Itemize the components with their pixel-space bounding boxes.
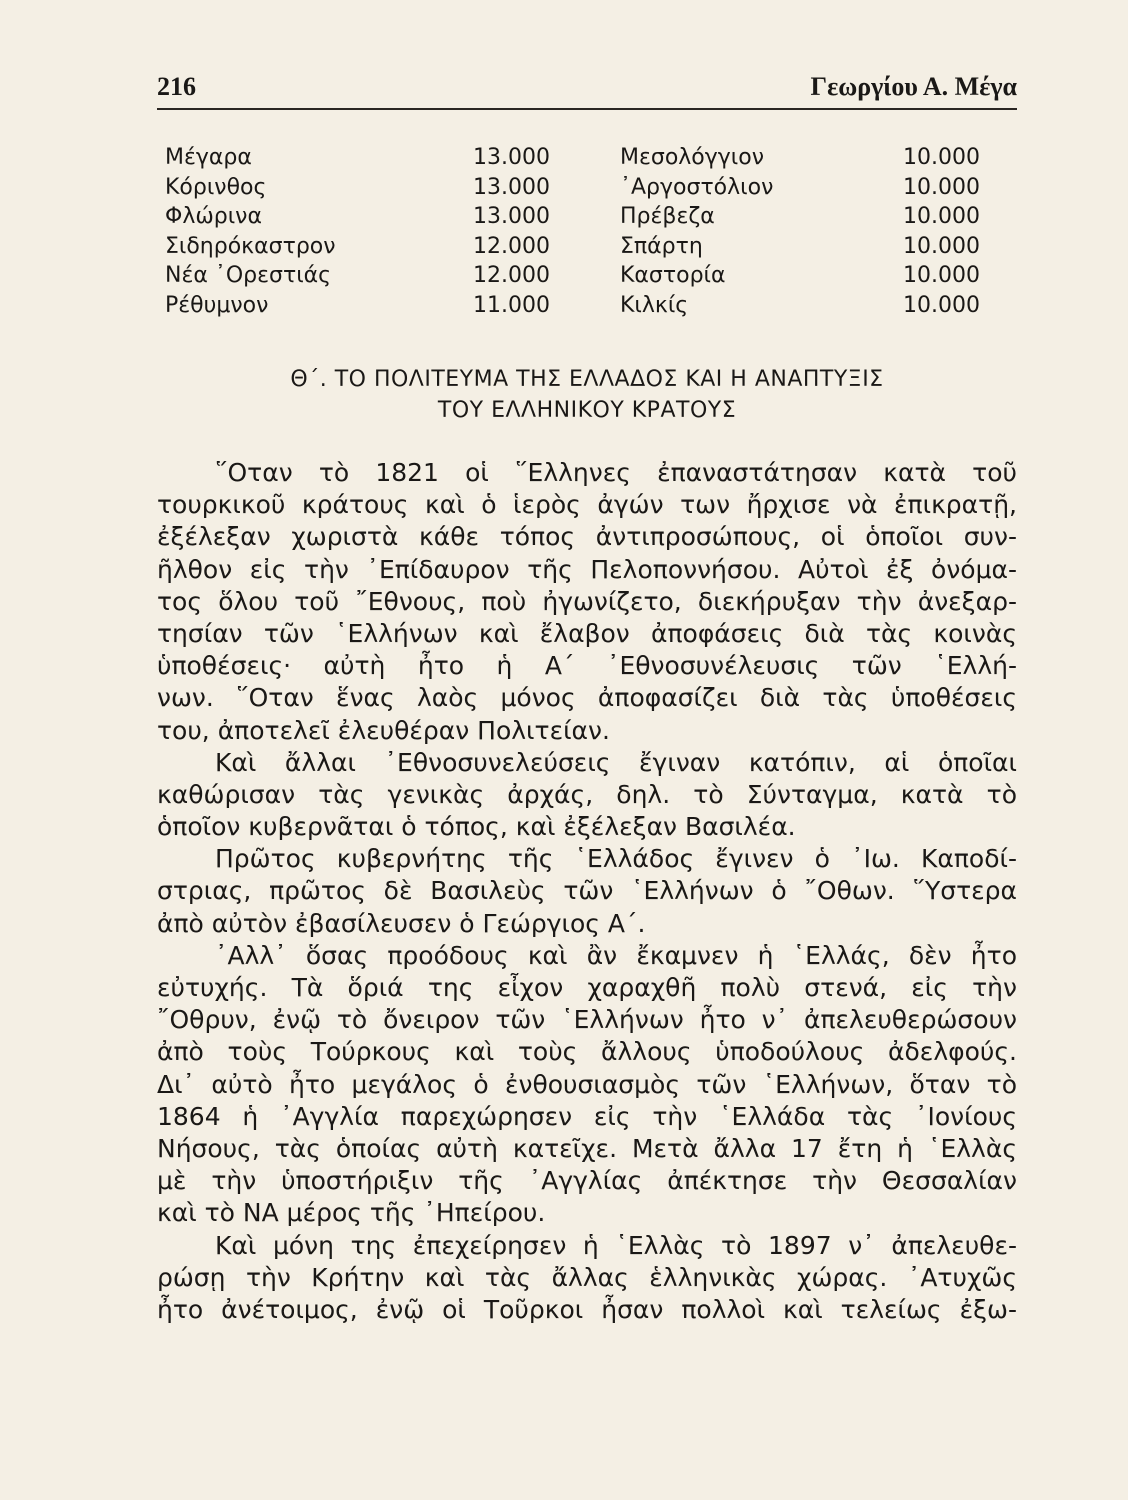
city-population: 13.000	[473, 145, 550, 170]
city-name: Σπάρτη	[620, 233, 703, 259]
text-line: στριας, πρῶτος δὲ Βασιλεὺς τῶν ῾Ελλήνων ὁ ῎Οθων. ῞Υστερα	[157, 876, 1017, 906]
text-line: ὁποῖον κυβερνᾶται ὁ τόπος, καὶ ἐξέλεξαν Βασιλέα.	[157, 812, 796, 842]
page-number: 216	[157, 72, 196, 101]
text-line: καθώρισαν τὰς γενικὰς ἀρχάς, δηλ. τὸ Σύνταγμα, κατὰ τὸ	[157, 779, 1017, 809]
city-population: 12.000	[473, 233, 550, 259]
table-row	[0, 234, 1128, 264]
city-name: Φλώρινα	[165, 204, 262, 230]
text-line: ἦτο ἀνέτοιμος, ἐνῷ οἱ Τοῦρκοι ἦσαν πολλοὶ καὶ τελείως ἐξω-	[157, 1294, 1017, 1324]
city-name: Κιλκίς	[620, 292, 689, 318]
city-name: Νέα ᾿Ορεστιάς	[165, 263, 332, 289]
text-line: του, ἀποτελεῖ ἐλευθέραν Πολιτείαν.	[157, 715, 610, 745]
text-line: Καὶ ἄλλαι ᾿Εθνοσυνελεύσεις ἔγιναν κατόπιν, αἱ ὁποῖαι	[215, 747, 1017, 777]
city-name: Μέγαρα	[165, 145, 252, 170]
table-row	[0, 204, 1128, 234]
page-header	[157, 72, 1017, 106]
text-line: εὐτυχής. Τὰ ὅριά της εἶχον χαραχθῆ πολὺ στενά, εἰς τὴν	[157, 973, 1017, 1002]
city-name: Μεσολόγγιον	[620, 145, 764, 170]
city-name: Κόρινθος	[165, 174, 267, 200]
text-line: τησίαν τῶν ῾Ελλήνων καὶ ἔλαβον ἀποφάσεις διὰ τὰς κοινὰς	[157, 618, 1017, 648]
text-line: ἐξέλεξαν χωριστὰ κάθε τόπος ἀντιπροσώπους, οἱ ὁποῖοι συν-	[157, 522, 1017, 552]
city-population: 12.000	[473, 263, 550, 289]
text-line: καὶ τὸ ΝΑ μέρος τῆς ᾿Ηπείρου.	[157, 1198, 546, 1228]
city-population: 10.000	[903, 145, 980, 170]
text-line: ρώσῃ τὴν Κρήτην καὶ τὰς ἄλλας ἑλληνικὰς χώρας. ᾿Ατυχῶς	[157, 1262, 1017, 1292]
city-population: 10.000	[903, 204, 980, 230]
table-row	[0, 145, 1128, 175]
city-population: 10.000	[903, 174, 980, 200]
text-line: 1864 ἡ ᾿Αγγλία παρεχώρησεν εἰς τὴν ῾Ελλάδα τὰς ᾿Ιονίους	[157, 1101, 1017, 1131]
text-line: ᾿Αλλ᾿ ὅσας προόδους καὶ ἂν ἔκαμνεν ἡ ῾Ελλάς, δὲν ἦτο	[215, 940, 1017, 970]
city-population: 11.000	[473, 292, 550, 318]
city-population: 13.000	[473, 204, 550, 230]
text-line: ῆλθον εἰς τὴν ᾿Επίδαυρον τῆς Πελοποννήσου. Αὐτοὶ ἐξ ὀνόμα-	[157, 554, 1017, 584]
section-title-line-2: ΤΟΥ ΕΛΛΗΝΙΚΟΥ ΚΡΑΤΟΥΣ	[437, 398, 737, 423]
text-line: Πρῶτος κυβερνήτης τῆς ῾Ελλάδος ἔγινεν ὁ ᾿Ιω. Καποδί-	[215, 844, 1017, 874]
text-line: Νήσους, τὰς ὁποίας αὐτὴ κατεῖχε. Μετὰ ἄλλα 17 ἔτη ἡ ῾Ελλὰς	[157, 1133, 1017, 1163]
text-line: ἀπὸ αὐτὸν ἐβασίλευσεν ὁ Γεώργιος Α΄.	[157, 908, 646, 938]
text-line: ῎Οθρυν, ἐνῷ τὸ ὄνειρον τῶν ῾Ελλήνων ἦτο ν᾿ ἀπελευθερώσουν	[157, 1005, 1017, 1035]
table-row	[0, 175, 1128, 205]
text-line: Καὶ μόνη της ἐπεχείρησεν ἡ ῾Ελλὰς τὸ 1897 ν᾿ ἀπελευθε-	[215, 1230, 1017, 1260]
text-line: ῞Οταν τὸ 1821 οἱ ῞Ελληνες ἐπαναστάτησαν κατὰ τοῦ	[215, 458, 1017, 487]
text-line: τουρκικοῦ κράτους καὶ ὁ ἱερὸς ἀγών των ἤρχισε νὰ ἐπικρατῇ,	[157, 490, 1017, 520]
city-population: 10.000	[903, 233, 980, 259]
city-population: 13.000	[473, 174, 550, 200]
city-name: Πρέβεζα	[620, 204, 715, 230]
text-line: ἀπὸ τοὺς Τούρκους καὶ τοὺς ἄλλους ὑποδούλους ἀδελφούς.	[157, 1037, 1017, 1067]
text-line: Δι᾿ αὐτὸ ἦτο μεγάλος ὁ ἐνθουσιασμὸς τῶν ῾Ελλήνων, ὅταν τὸ	[157, 1069, 1017, 1099]
text-line: μὲ τὴν ὑποστήριξιν τῆς ᾿Αγγλίας ἀπέκτησε τὴν Θεσσαλίαν	[157, 1166, 1017, 1196]
city-name: ᾿Αργοστόλιον	[620, 174, 774, 200]
city-population: 10.000	[903, 263, 980, 289]
city-name: Καστορία	[620, 263, 726, 289]
city-name: Σιδηρόκαστρον	[165, 233, 336, 259]
city-population-table	[0, 145, 1128, 323]
header-rule	[157, 108, 1017, 110]
table-row	[0, 263, 1128, 293]
city-name: Ρέθυμνον	[165, 292, 269, 318]
body-text	[157, 457, 1017, 1326]
table-row	[0, 293, 1128, 323]
city-population: 10.000	[903, 292, 980, 318]
text-line: ὑποθέσεις· αὐτὴ ἦτο ἡ Α΄ ᾿Εθνοσυνέλευσις τῶν ῾Ελλή-	[157, 651, 1017, 681]
section-title-line-1: Θ΄. ΤΟ ΠΟΛΙΤΕΥΜΑ ΤΗΣ ΕΛΛΑΔΟΣ ΚΑΙ Η ΑΝΑΠΤΥΞΙΣ	[290, 367, 884, 392]
text-line: νων. ῞Οταν ἕνας λαὸς μόνος ἀποφασίζει διὰ τὰς ὑποθέσεις	[157, 683, 1017, 713]
text-line: τος ὅλου τοῦ ῎Εθνους, ποὺ ἠγωνίζετο, διεκήρυξαν τὴν ἀνεξαρ-	[157, 586, 1017, 616]
running-title: Γεωργίου Α. Μέγα	[810, 72, 1017, 101]
